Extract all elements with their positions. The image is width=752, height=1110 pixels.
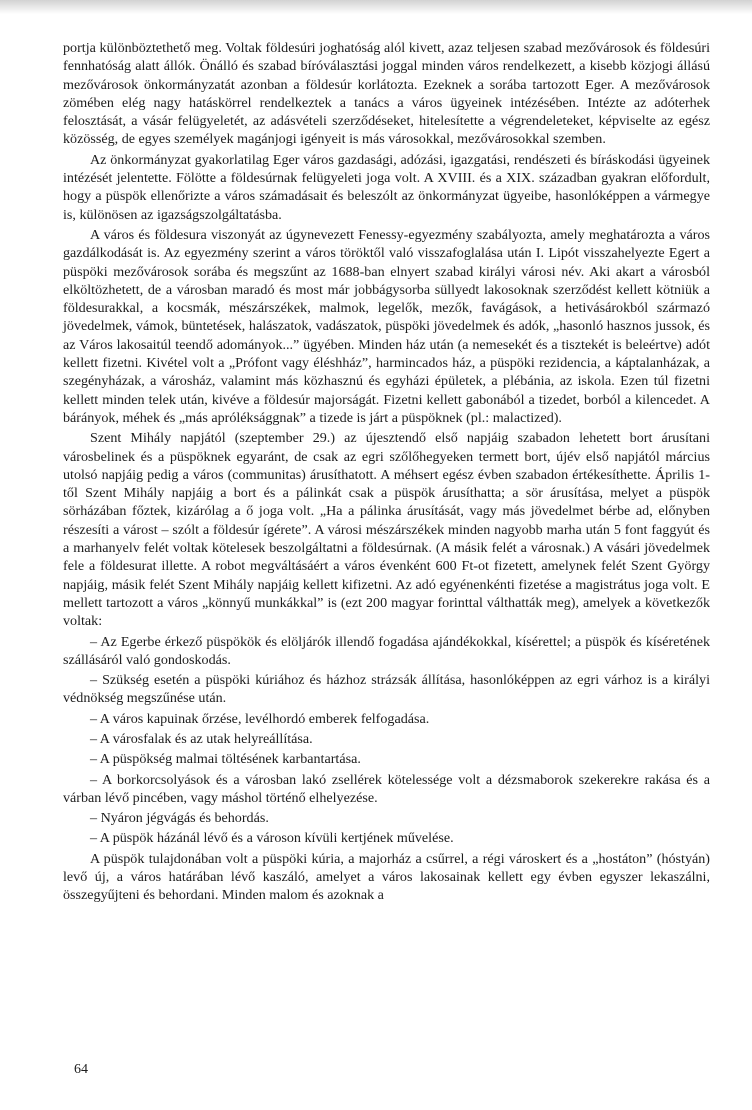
list-item-strazsak: – Szükség esetén a püspöki kúriához és házhoz strázsák állítása, hasonlóképpen az egri várhoz is a királyi védnökség megszűnése után. <box>63 672 710 707</box>
paragraph-fenessy-egyezmeny: A város és földesura viszonyát az úgynevezett Fenessy-egyezmény szabályozta, amely meghatározta a város gazdálkodását is. Az egyezmény szerint a város töröktől való visszafoglalása után I. Lipót visszahelyezte Egert a püspöki mezővárosok sorába és megszűnt az 1688-ban elnyert szabad királyi városi név. Aki akart a városból elköltözhetett, de a városban maradó és most már jobbágysorba süllyedt lakosoknak szerződést kellett kötniük a földesurakkal, a kocsmák, mészárszékek, malmok, legelők, mezők, favágások, a hetivásárokból származó jövedelmek, vámok, büntetések, halászatok, vadászatok, püspöki jövedelmek és adók, „hasonló hasznos jussok, és az Város lakosaitúl teendő adományok...” ügyében. Minden ház után (a nemesekét és a tisztekét is beleértve) adót kellett fizetni. Kivétel volt a „Prófont vagy éléshház”, harmincados ház, a püspöki rezidencia, a káptalanházak, a szegényházak, a városház, valamint más közhasznú és egyházi épületek, a plébánia, az iskola. Ezen túl fizetni kellett minden telek után, kivéve a földesúr majorságát. Fizetni kellett gabonából a tizedet, borból a kilencedet. A bárányok, méhek és „más apróléksággnak” a tizede is járt a püspöknek (pl.: malactized). <box>63 226 710 426</box>
list-item-fogadas: – Az Egerbe érkező püspökök és elöljárók illendő fogadása ajándékokkal, kísérettel; a püspök és kíséretének szállásáról való gondoskodás. <box>63 633 710 668</box>
list-item-kapuk: – A város kapuinak őrzése, levélhordó emberek felfogadása. <box>90 710 430 727</box>
list-item-kertmuveles: – A püspök házánál lévő és a városon kívüli kertjének művelése. <box>90 830 454 847</box>
scan-edge <box>0 0 752 14</box>
list-item-varosfalak: – A városfalak és az utak helyreállítása. <box>90 730 313 747</box>
paragraph-continuation: portja különböztethető meg. Voltak földesúri joghatóság alól kivett, azaz teljesen szabad mezővárosok és földesúri fennhatóság alatt állók. Önálló és szabad bíróválasztási joggal minden város rendelkezett, a kisebb közjogi állású mezővárosok önkormányzatát azonban a földesúr korlátozta. Ezeknek a sorába tartozott Eger. A mezővárosok zömében elég nagy hatáskörrel rendelkeztek a tanács a város ügyeinek intézésében. Intézte az adóterhek felosztását, a vásár felügyeletét, az adásvételi szerződéseket, hitelesítette a végrendeleteket, képviselte az egész közösség, de egyes személyek magánjogi igényeit is más városokkal, mezővárosokkal szemben. <box>63 40 710 148</box>
list-item-malmok: – A püspökség malmai töltésének karbantartása. <box>90 751 361 768</box>
list-item-dezsmaborok: – A borkorcsolyások és a városban lakó zsellérek kötelessége volt a dézsmaborok szekerekre rakása és a várban lévő pincében, vagy máshol történő elhelyezése. <box>63 771 710 806</box>
paragraph-onkormanyzat: Az önkormányzat gyakorlatilag Eger város gazdasági, adózási, igazgatási, rendészeti és bíráskodási ügyeinek intézését jelentette. Fölötte a földesúrnak felügyeleti joga volt. A XVIII. és a XIX. században gyakran előfordult, hogy a püspök ellenőrizte a város számadásait és beleszólt az önkormányzat ügyeibe, hasonlóképpen a vármegye is, különösen az igazságszolgáltatásba. <box>63 151 710 223</box>
page-number: 64 <box>74 1062 88 1077</box>
paragraph-puspok-tulajdon: A püspök tulajdonában volt a püspöki kúria, a majorház a csűrrel, a régi városkert és a „hostáton” (hóstyán) levő új, a város határában lévő kaszáló, amelyet a város lakosainak kellett egy évben egyszer lekaszálni, összegyűjteni és behordani. Minden malom és azoknak a <box>63 850 710 904</box>
page-body <box>63 39 710 905</box>
list-item-jegvagas: – Nyáron jégvágás és behordás. <box>90 810 269 827</box>
paragraph-borarusitas: Szent Mihály napjától (szeptember 29.) az újesztendő első napjáig szabadon lehetett bort árusítani városbelinek és a püspöknek egyaránt, de csak az egri szőlőhegyeken termett bort, újév első napjától március utolsó napjáig pedig a város (communitas) árusíthatott. A méhsert egész évben szabadon értékesíthette. Április 1-től Szent Mihály napjáig a bort és a pálinkát csak a püspök árusíthatta; a sör árusítása, melyet a püspök sörházában főztek, kizárólag a ő joga volt. „Ha a pálinka árusítását, vagy más jövedelmet bérbe ad, előnyben részesíti a várost – szólt a földesúr ígérete”. A városi mészárszékek minden nagyobb marha után 5 font faggyút és a marhanyelv felét voltak kötelesek beszolgáltatni a földesúrnak. (A másik felét a városnak.) A vásári jövedelmek fele a földesurat illette. A robot megváltásáért a város évenként 600 Ft-ot fizetett, amelynek felét Szent György napjáig, másik felét Szent Mihály napjáig kellett kifizetni. Az adó egyénenkénti fizetése a magistrátus joga volt. E mellett tartozott a város „könnyű munkákkal” is (ezt 200 magyar forinttal válthatták meg), amelyek a következők voltak: <box>63 430 710 630</box>
